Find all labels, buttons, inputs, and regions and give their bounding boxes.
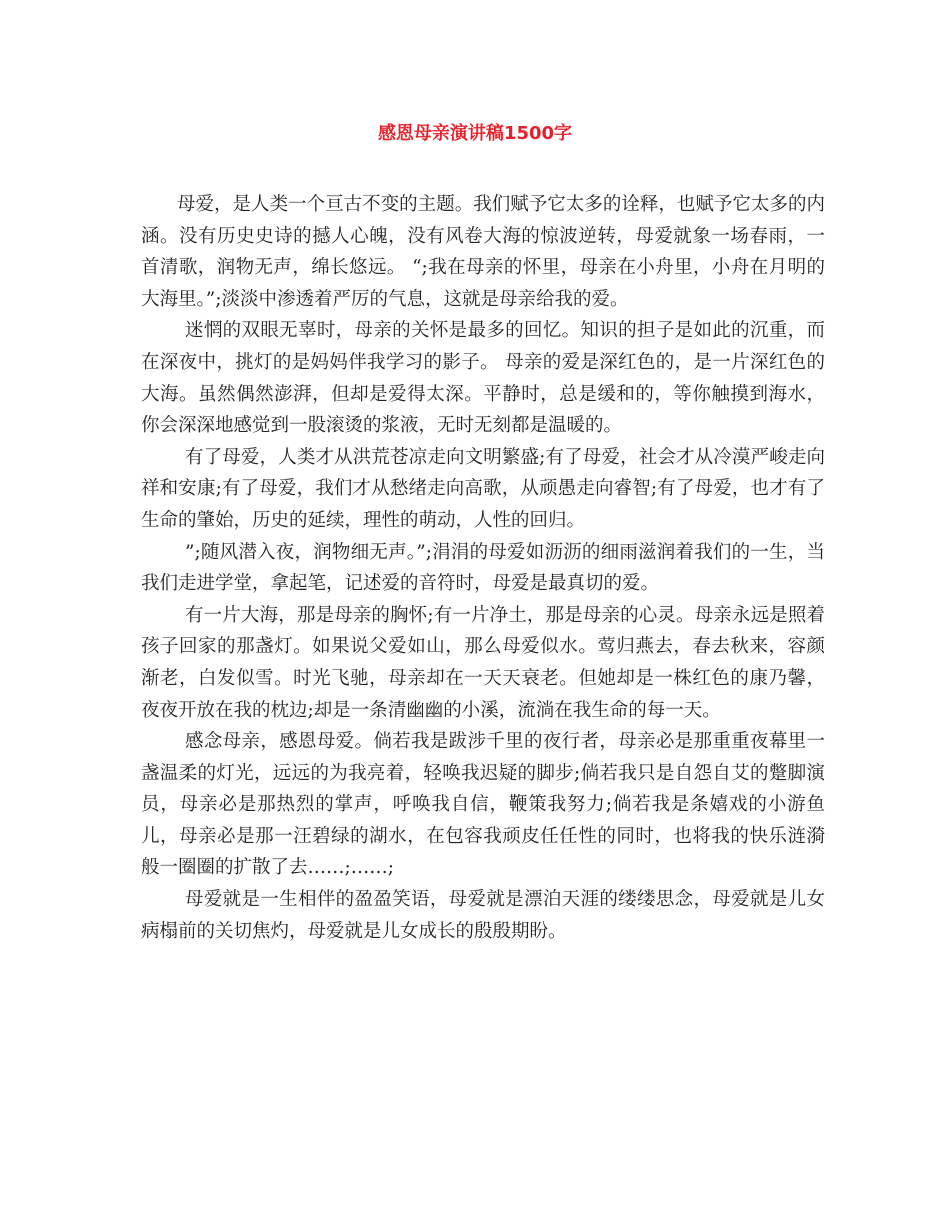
paragraph-5: 有一片大海，那是母亲的胸怀;有一片净土，那是母亲的心灵。母亲永远是照着孩子回家的那盏灯。如果说父爱如山，那么母爱似水。莺归燕去，春去秋来，容颜渐老，白发似雪。时光飞驰，母亲却在一天天衰老。但她却是一株红色的康乃馨，夜夜开放在我的枕边;却是一条清幽幽的小溪，流淌在我生命的每一天。: [141, 604, 825, 721]
paragraph-2: 迷惘的双眼无辜时，母亲的关怀是最多的回忆。知识的担子是如此的沉重，而在深夜中，挑灯的是妈妈伴我学习的影子。 母亲的爱是深红色的，是一片深红色的大海。虽然偶然澎湃，但却是爱得太深。平静时，总是缓和的，等你触摸到海水，你会深深地感觉到一股滚烫的浆液，无时无刻都是温暖的。: [141, 320, 825, 437]
paragraph-7: 母爱就是一生相伴的盈盈笑语，母爱就是漂泊天涯的缕缕思念，母爱就是儿女病榻前的关切焦灼，母爱就是儿女成长的殷殷期盼。: [141, 889, 825, 942]
document-body: [141, 189, 825, 947]
paragraph-4: ”;随风潜入夜，润物细无声。”;涓涓的母爱如沥沥的细雨滋润着我们的一生，当我们走进学堂，拿起笔，记述爱的音符时，母爱是最真切的爱。: [141, 541, 825, 595]
document-title: 感恩母亲演讲稿1500字: [377, 123, 573, 144]
paragraph-6: 感念母亲，感恩母爱。倘若我是跋涉千里的夜行者，母亲必是那重重夜幕里一盏温柔的灯光，远远的为我亮着，轻唤我迟疑的脚步;倘若我只是自怨自艾的蹩脚演员，母亲必是那热烈的掌声，呼唤我自信，鞭策我努力;倘若我是条嬉戏的小游鱼儿，母亲必是那一汪碧绿的湖水，在包容我顽皮任任性的同时，也将我的快乐涟漪般一圈圈的扩散了去……;……;: [141, 731, 825, 879]
paragraph-3: 有了母爱，人类才从洪荒苍凉走向文明繁盛;有了母爱，社会才从冷漠严峻走向祥和安康;有了母爱，我们才从愁绪走向高歌，从顽愚走向睿智;有了母爱，也才有了生命的肇始，历史的延续，理性的萌动，人性的回归。: [141, 446, 825, 531]
paragraph-1: 母爱，是人类一个亘古不变的主题。我们赋予它太多的诠释，也赋予它太多的内涵。没有历史史诗的撼人心魄，没有风卷大海的惊波逆转，母爱就象一场春雨，一首清歌，润物无声，绵长悠远。 “;我在母亲的怀里，母亲在小舟里，小舟在月明的大海里。”;淡淡中渗透着严厉的气息，这就是母亲给我的爱。: [141, 194, 825, 310]
